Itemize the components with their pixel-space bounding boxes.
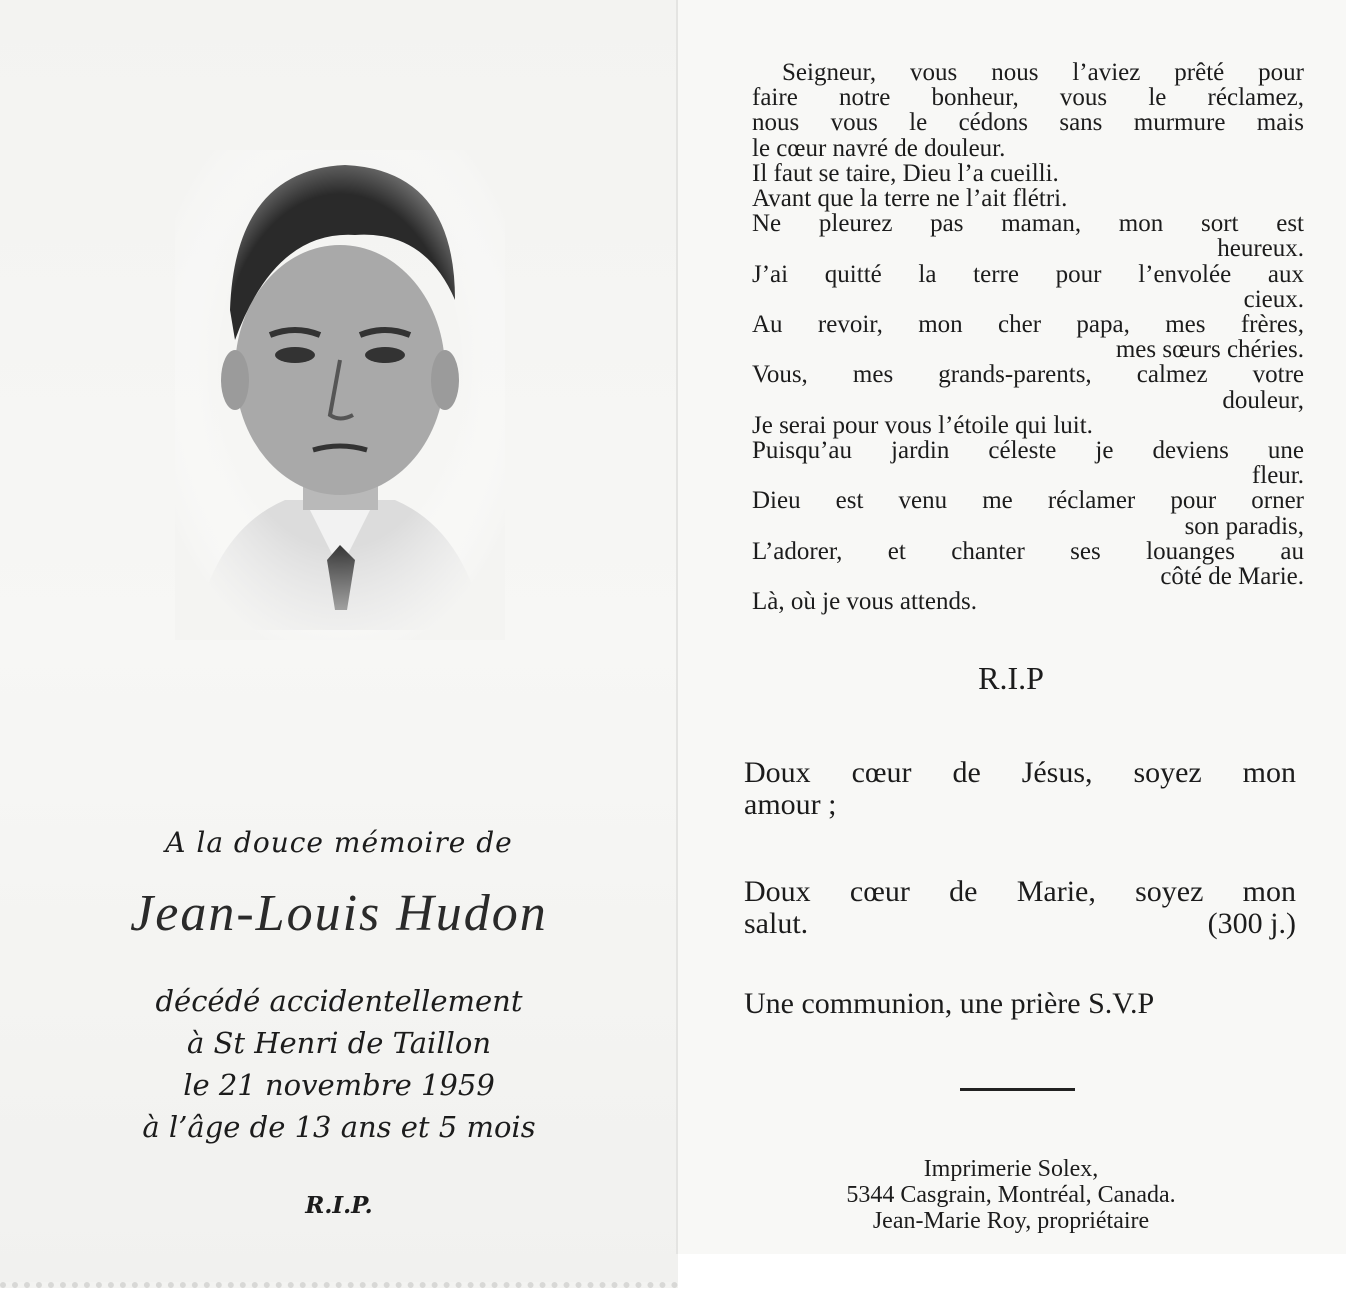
- poem-line: Seigneur, vous nous l’aviez prêté pour: [782, 59, 1304, 86]
- poem-line: douleur,: [1222, 386, 1304, 414]
- poem-line: Puisqu’au jardin céleste je deviens une: [752, 437, 1304, 465]
- poem-line: mes sœurs chéries.: [1115, 336, 1304, 364]
- dedication-block: [0, 980, 678, 1148]
- prayer-line: amour ;: [744, 788, 837, 821]
- prayer-line: Doux cœur de Jésus, soyez mon: [744, 756, 1296, 789]
- poem-line: Je serai pour vous l’étoile qui luit.: [752, 411, 1093, 439]
- prayer-row: [744, 908, 1296, 940]
- poem-line: Au revoir, mon cher papa, mes frères,: [752, 311, 1304, 339]
- memoire-line: A la douce mémoire de: [165, 826, 513, 859]
- prayer-line: Une communion, une prière S.V.P: [744, 987, 1155, 1020]
- poem-line: le cœur navré de douleur.: [752, 134, 1006, 162]
- dedication-line: à l’âge de 13 ans et 5 mois: [142, 1110, 536, 1144]
- divider-rule: [960, 1088, 1075, 1091]
- printer-imprint: [676, 1156, 1346, 1234]
- prayer-line: Doux cœur de Marie, soyez mon: [744, 875, 1296, 908]
- deceased-name: Jean-Louis Hudon: [130, 885, 548, 942]
- portrait-photo: [175, 150, 505, 640]
- poem-line: fleur.: [1251, 462, 1304, 490]
- poem-line: Vous, mes grands-parents, calmez votre: [752, 361, 1304, 389]
- poem-line: L’adorer, et chanter ses louanges au: [752, 537, 1304, 565]
- dedication-line: décédé accidentellement: [155, 984, 523, 1018]
- poem-line: Là, où je vous attends.: [752, 588, 977, 616]
- prayer-communion: [744, 988, 1296, 1020]
- poem-line: nous vous le cédons sans murmure mais: [752, 109, 1304, 137]
- poem-line: J’ai quitté la terre pour l’envolée aux: [752, 260, 1304, 288]
- prayer-line: salut.: [744, 907, 809, 940]
- poem-line: son paradis,: [1184, 512, 1304, 540]
- prayer-jesus: [744, 757, 1296, 821]
- poem-line: heureux.: [1217, 235, 1304, 263]
- prayer-marie: [744, 876, 1296, 940]
- poem-line: Avant que la terre ne l’ait flétri.: [752, 185, 1068, 213]
- imprint-line: 5344 Casgrain, Montréal, Canada.: [846, 1182, 1176, 1208]
- rip-right: R.I.P: [978, 660, 1044, 696]
- rip-left: R.I.P.: [305, 1192, 373, 1219]
- indulgence-note: (300 j.): [1207, 907, 1296, 940]
- poem-line: cieux.: [1243, 285, 1304, 313]
- poem-line: Dieu est venu me réclamer pour orner: [752, 487, 1304, 515]
- poem-line: faire notre bonheur, vous le réclamez,: [752, 84, 1304, 112]
- poem-line: Ne pleurez pas maman, mon sort est: [752, 210, 1304, 238]
- poem: [752, 60, 1304, 614]
- dedication-line: le 21 novembre 1959: [183, 1068, 495, 1102]
- dedication-line: à St Henri de Taillon: [186, 1026, 492, 1060]
- imprint-line: Imprimerie Solex,: [923, 1156, 1099, 1182]
- poem-line: Il faut se taire, Dieu l’a cueilli.: [752, 159, 1059, 187]
- poem-line: côté de Marie.: [1160, 563, 1304, 591]
- imprint-line: Jean-Marie Roy, propriétaire: [872, 1208, 1150, 1234]
